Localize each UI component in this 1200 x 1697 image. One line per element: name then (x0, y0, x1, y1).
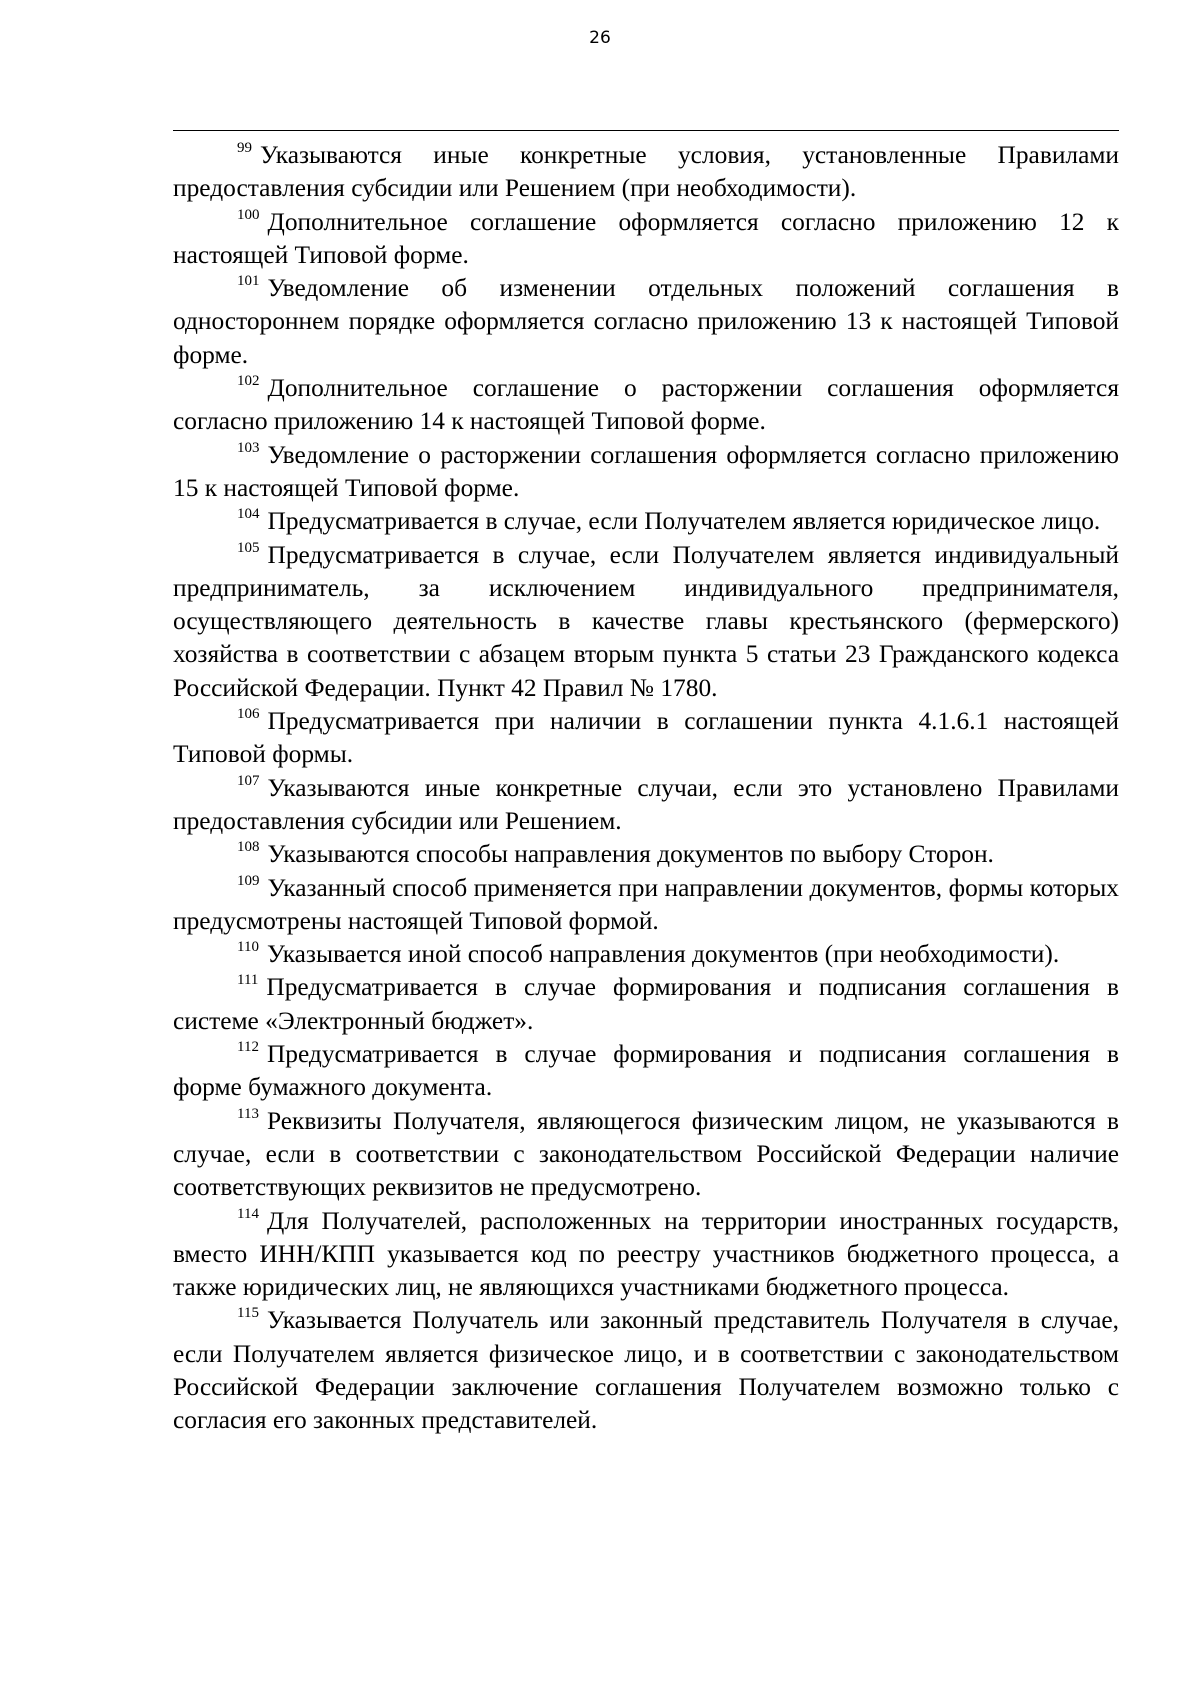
footnote-text: Дополнительное соглашение о расторжении соглашения оформляется согласно приложению 14 к настоящей Типовой форме. (173, 374, 1119, 436)
footnote-mark: 100 (237, 206, 260, 223)
footnote-text: Указываются иные конкретные условия, установленные Правилами предоставления субсидии или Решением (при необходимости). (173, 141, 1119, 203)
footnote-mark: 105 (237, 539, 260, 556)
footnote-text: Дополнительное соглашение оформляется согласно приложению 12 к настоящей Типовой форме. (173, 207, 1119, 269)
footnote-99 (173, 139, 1119, 206)
footnote-105 (173, 539, 1119, 705)
footnote-115 (173, 1304, 1119, 1437)
footnote-mark: 101 (237, 273, 260, 290)
footnote-text: Предусматривается при наличии в соглашении пункта 4.1.6.1 настоящей Типовой формы. (173, 707, 1119, 769)
footnote-109 (173, 872, 1119, 939)
footnote-111 (173, 971, 1119, 1038)
footnote-mark: 109 (237, 872, 260, 889)
footnote-text: Предусматривается в случае, если Получателем является юридическое лицо. (267, 507, 1101, 536)
footnote-text: Указанный способ применяется при направлении документов, формы которых предусмотрены настоящей Типовой формой. (173, 873, 1119, 935)
footnote-mark: 102 (237, 373, 260, 390)
footnote-108 (173, 838, 1119, 871)
footnote-101 (173, 272, 1119, 372)
footnote-text: Предусматривается в случае, если Получателем является индивидуальный предприниматель, за исключением индивидуального предпринимателя, осуществляющего деятельность в качестве главы крестьянского (фермерского) хозяйства в соответствии с абзацем вторым пункта 5 статьи 23 Гражданского кодекса Российской Федерации. Пункт 42 Правил № 1780. (173, 540, 1119, 702)
footnotes-list (173, 139, 1119, 1438)
footnote-mark: 104 (237, 506, 260, 523)
footnote-114 (173, 1205, 1119, 1305)
footnote-mark: 115 (237, 1305, 259, 1322)
footnote-text: Указываются способы направления документов по выбору Сторон. (267, 840, 994, 869)
footnote-107 (173, 772, 1119, 839)
footnote-text: Указываются иные конкретные случаи, если это установлено Правилами предоставления субсидии или Решением. (173, 773, 1119, 835)
footnote-103 (173, 439, 1119, 506)
footnote-mark: 108 (237, 839, 260, 856)
footnote-mark: 106 (237, 706, 260, 723)
footnote-mark: 113 (237, 1105, 259, 1122)
footnote-separator (173, 130, 1119, 131)
footnote-text: Предусматривается в случае формирования и подписания соглашения в форме бумажного документа. (173, 1040, 1119, 1102)
footnote-mark: 114 (237, 1205, 259, 1222)
footnote-100 (173, 206, 1119, 273)
footnote-text: Предусматривается в случае формирования и подписания соглашения в системе «Электронный бюджет». (173, 973, 1119, 1035)
footnote-text: Для Получателей, расположенных на территории иностранных государств, вместо ИНН/КПП указывается код по реестру участников бюджетного процесса, а также юридических лиц, не являющихся участниками бюджетного процесса. (173, 1206, 1119, 1302)
footnote-text: Указывается Получатель или законный представитель Получателя в случае, если Получателем является физическое лицо, и в соответствии с законодательством Российской Федерации заключение соглашения Получателем возможно только с согласия его законных представителей. (173, 1306, 1119, 1435)
footnote-113 (173, 1105, 1119, 1205)
footnote-mark: 99 (237, 140, 252, 156)
footnote-102 (173, 372, 1119, 439)
footnote-text: Реквизиты Получателя, являющегося физическим лицом, не указываются в случае, если в соответствии с законодательством Российской Федерации наличие соответствующих реквизитов не предусмотрено. (173, 1106, 1119, 1202)
footnote-text: Уведомление о расторжении соглашения оформляется согласно приложению 15 к настоящей Типовой форме. (173, 440, 1119, 502)
footnote-text: Указывается иной способ направления документов (при необходимости). (266, 940, 1060, 969)
footnote-106 (173, 705, 1119, 772)
footnote-mark: 103 (237, 439, 260, 456)
footnote-112 (173, 1038, 1119, 1105)
footnote-text: Уведомление об изменении отдельных положений соглашения в одностороннем порядке оформляется согласно приложению 13 к настоящей Типовой форме. (173, 274, 1119, 369)
footnote-104 (173, 505, 1119, 538)
page-number: 26 (589, 28, 611, 48)
footnote-mark: 111 (237, 972, 259, 989)
footnote-mark: 107 (237, 772, 260, 789)
footnote-mark: 110 (237, 939, 259, 956)
footnote-110 (173, 938, 1119, 971)
footnote-mark: 112 (237, 1039, 259, 1056)
